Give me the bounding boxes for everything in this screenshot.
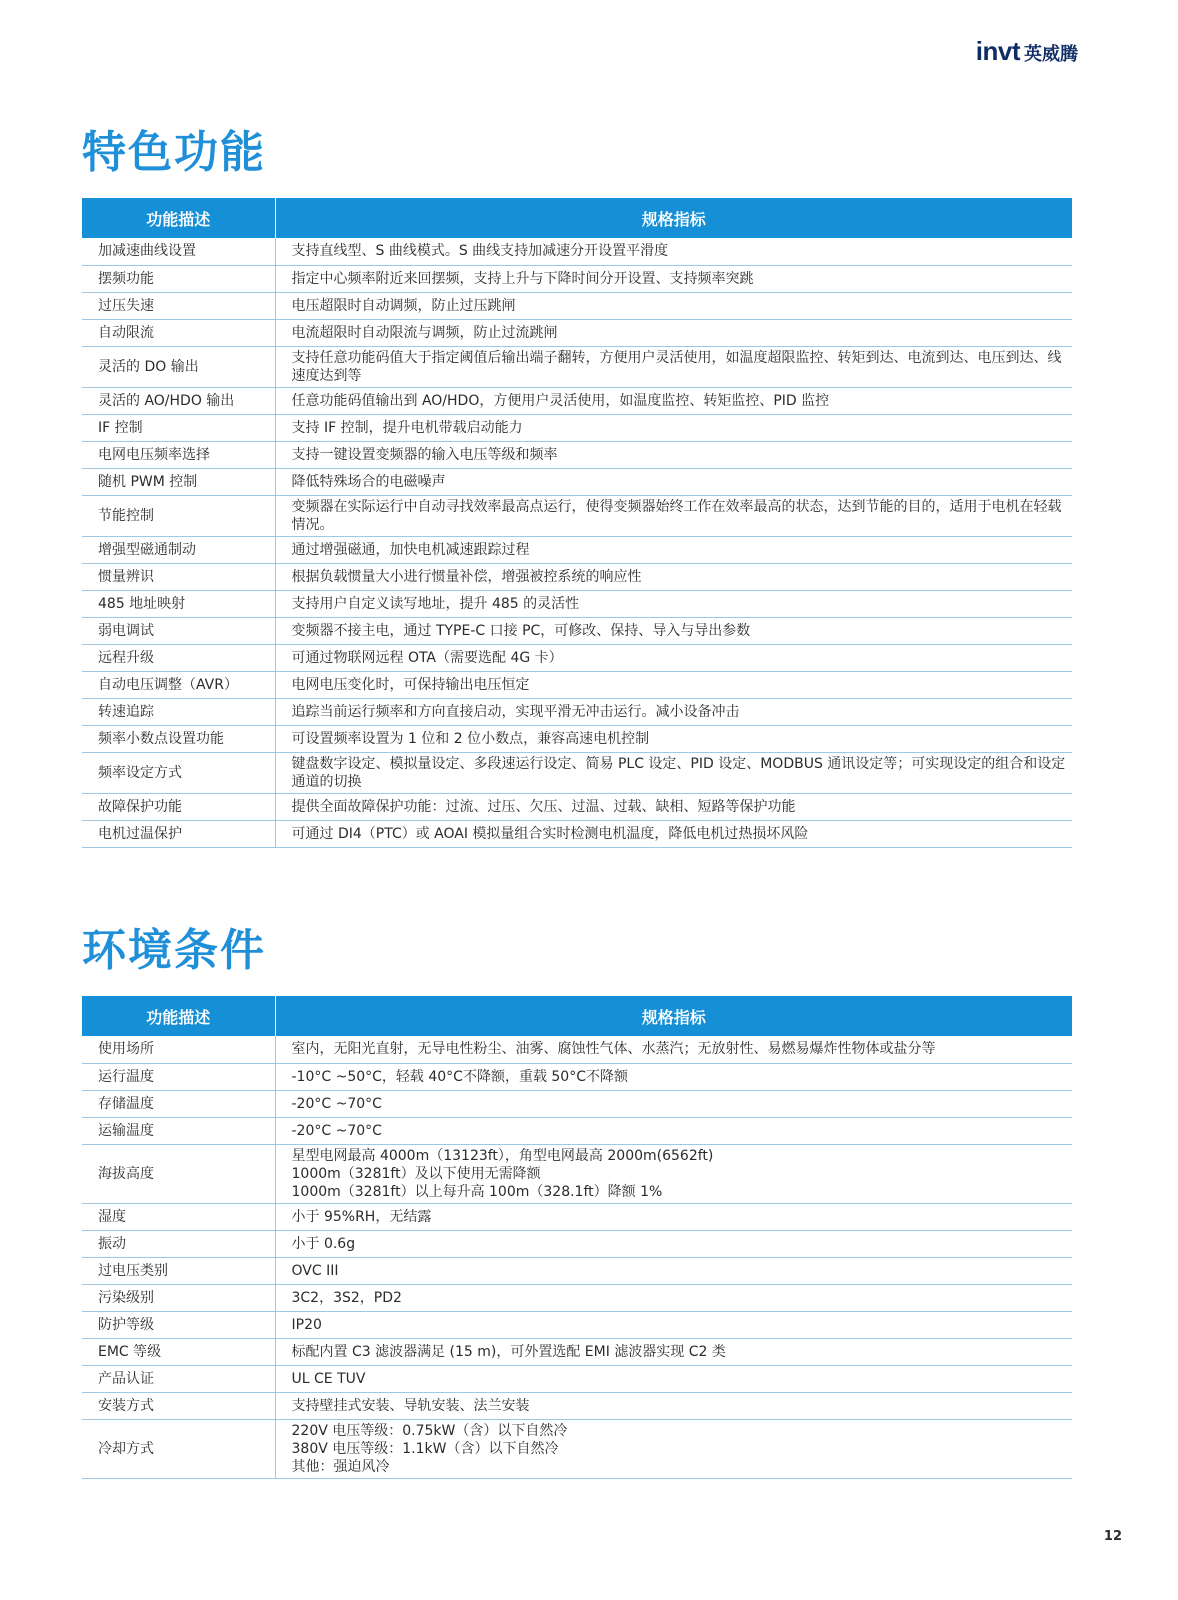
function-name-cell: 海拔高度 bbox=[82, 1144, 275, 1203]
spec-line: 其他：强迫风冷 bbox=[291, 1458, 390, 1475]
table-row bbox=[82, 265, 1072, 292]
table-row bbox=[82, 617, 1072, 644]
features-col-function: 功能描述 bbox=[82, 198, 275, 238]
table-row bbox=[82, 1284, 1072, 1311]
spec-cell bbox=[275, 1338, 1072, 1365]
brand-logo bbox=[976, 36, 1078, 67]
table-row bbox=[82, 698, 1072, 725]
function-name-cell: 远程升级 bbox=[82, 644, 275, 671]
spec-cell: 变频器在实际运行中自动寻找效率最高点运行，使得变频器始终工作在效率最高的状态，达到节能的目的，适用于电机在轻载情况。 bbox=[275, 495, 1072, 536]
spec-cell bbox=[275, 1257, 1072, 1284]
function-name-cell: 冷却方式 bbox=[82, 1419, 275, 1478]
table-row bbox=[82, 725, 1072, 752]
table-row bbox=[82, 671, 1072, 698]
logo-chinese-name: 英威腾 bbox=[1024, 44, 1078, 65]
environment-col-function: 功能描述 bbox=[82, 996, 275, 1036]
function-name-cell: 运行温度 bbox=[82, 1063, 275, 1090]
table-row bbox=[82, 292, 1072, 319]
function-name-cell: EMC 等级 bbox=[82, 1338, 275, 1365]
spec-cell bbox=[275, 1090, 1072, 1117]
spec-cell: 可通过 DI4（PTC）或 AOAI 模拟量组合实时检测电机温度，降低电机过热损坏风险 bbox=[275, 820, 1072, 847]
table-row bbox=[82, 590, 1072, 617]
spec-cell: 电压超限时自动调频，防止过压跳闸 bbox=[275, 292, 1072, 319]
function-name-cell: 频率设定方式 bbox=[82, 752, 275, 793]
table-row bbox=[82, 1036, 1072, 1063]
function-name-cell: 过压失速 bbox=[82, 292, 275, 319]
spec-line: 支持壁挂式安装、导轨安装、法兰安装 bbox=[291, 1397, 530, 1414]
table-row bbox=[82, 1392, 1072, 1419]
spec-cell: 支持用户自定义读写地址，提升 485 的灵活性 bbox=[275, 590, 1072, 617]
function-name-cell: 振动 bbox=[82, 1230, 275, 1257]
table-row bbox=[82, 1230, 1072, 1257]
function-name-cell: 存储温度 bbox=[82, 1090, 275, 1117]
spec-cell: 支持直线型、S 曲线模式。S 曲线支持加减速分开设置平滑度 bbox=[275, 238, 1072, 265]
spec-cell: 支持 IF 控制，提升电机带载启动能力 bbox=[275, 414, 1072, 441]
table-row bbox=[82, 752, 1072, 793]
function-name-cell: 485 地址映射 bbox=[82, 590, 275, 617]
function-name-cell: 节能控制 bbox=[82, 495, 275, 536]
function-name-cell: 运输温度 bbox=[82, 1117, 275, 1144]
table-row bbox=[82, 1419, 1072, 1478]
spec-cell: 提供全面故障保护功能：过流、过压、欠压、过温、过载、缺相、短路等保护功能 bbox=[275, 793, 1072, 820]
function-name-cell: 故障保护功能 bbox=[82, 793, 275, 820]
table-row bbox=[82, 1090, 1072, 1117]
spec-line: 220V 电压等级：0.75kW（含）以下自然冷 bbox=[291, 1422, 568, 1439]
spec-cell bbox=[275, 1419, 1072, 1478]
spec-line: OVC III bbox=[291, 1262, 339, 1279]
environment-body bbox=[82, 1036, 1072, 1478]
spec-line: -20°C ~70°C bbox=[291, 1095, 382, 1112]
function-name-cell: 随机 PWM 控制 bbox=[82, 468, 275, 495]
spec-cell bbox=[275, 1063, 1072, 1090]
features-body bbox=[82, 238, 1072, 847]
table-row bbox=[82, 1063, 1072, 1090]
function-name-cell: 电机过温保护 bbox=[82, 820, 275, 847]
spec-cell: 电流超限时自动限流与调频，防止过流跳闸 bbox=[275, 319, 1072, 346]
spec-cell: 变频器不接主电，通过 TYPE-C 口接 PC，可修改、保持、导入与导出参数 bbox=[275, 617, 1072, 644]
table-row bbox=[82, 536, 1072, 563]
table-row bbox=[82, 1338, 1072, 1365]
table-row bbox=[82, 387, 1072, 414]
spec-cell bbox=[275, 1230, 1072, 1257]
table-row bbox=[82, 644, 1072, 671]
table-row bbox=[82, 1365, 1072, 1392]
spec-cell bbox=[275, 1117, 1072, 1144]
spec-cell: 支持一键设置变频器的输入电压等级和频率 bbox=[275, 441, 1072, 468]
function-name-cell: 使用场所 bbox=[82, 1036, 275, 1063]
table-row bbox=[82, 1311, 1072, 1338]
spec-line: -20°C ~70°C bbox=[291, 1122, 382, 1139]
environment-col-spec: 规格指标 bbox=[275, 996, 1072, 1036]
spec-cell: 支持任意功能码值大于指定阈值后输出端子翻转，方便用户灵活使用，如温度超限监控、转矩到达、电流到达、电压到达、线速度达到等 bbox=[275, 346, 1072, 387]
spec-cell bbox=[275, 1365, 1072, 1392]
function-name-cell: 转速追踪 bbox=[82, 698, 275, 725]
spec-cell: 任意功能码值输出到 AO/HDO，方便用户灵活使用，如温度监控、转矩监控、PID 监控 bbox=[275, 387, 1072, 414]
spec-line: 3C2，3S2，PD2 bbox=[291, 1289, 402, 1306]
spec-line: 星型电网最高 4000m（13123ft），角型电网最高 2000m(6562ft) bbox=[291, 1147, 714, 1164]
table-row bbox=[82, 793, 1072, 820]
spec-cell: 根据负载惯量大小进行惯量补偿，增强被控系统的响应性 bbox=[275, 563, 1072, 590]
spec-cell bbox=[275, 1203, 1072, 1230]
function-name-cell: 惯量辨识 bbox=[82, 563, 275, 590]
table-row bbox=[82, 1257, 1072, 1284]
spec-cell bbox=[275, 1392, 1072, 1419]
features-title: 特色功能 bbox=[82, 127, 266, 178]
table-row bbox=[82, 1144, 1072, 1203]
function-name-cell: 弱电调试 bbox=[82, 617, 275, 644]
function-name-cell: 自动限流 bbox=[82, 319, 275, 346]
logo-mark: invt bbox=[975, 36, 1020, 66]
spec-cell: 指定中心频率附近来回摆频，支持上升与下降时间分开设置、支持频率突跳 bbox=[275, 265, 1072, 292]
function-name-cell: IF 控制 bbox=[82, 414, 275, 441]
table-row bbox=[82, 820, 1072, 847]
function-name-cell: 灵活的 AO/HDO 输出 bbox=[82, 387, 275, 414]
environment-table bbox=[82, 996, 1072, 1479]
spec-cell bbox=[275, 1144, 1072, 1203]
spec-line: 小于 0.6g bbox=[291, 1235, 356, 1252]
function-name-cell: 产品认证 bbox=[82, 1365, 275, 1392]
spec-cell: 可设置频率设置为 1 位和 2 位小数点，兼容高速电机控制 bbox=[275, 725, 1072, 752]
table-row bbox=[82, 1203, 1072, 1230]
spec-line: 1000m（3281ft）及以下使用无需降额 bbox=[291, 1165, 541, 1182]
spec-cell bbox=[275, 1311, 1072, 1338]
spec-cell: 通过增强磁通，加快电机减速跟踪过程 bbox=[275, 536, 1072, 563]
spec-line: 标配内置 C3 滤波器满足 (15 m)，可外置选配 EMI 滤波器实现 C2 类 bbox=[291, 1343, 726, 1360]
spec-cell: 追踪当前运行频率和方向直接启动，实现平滑无冲击运行。减小设备冲击 bbox=[275, 698, 1072, 725]
function-name-cell: 自动电压调整（AVR） bbox=[82, 671, 275, 698]
function-name-cell: 过电压类别 bbox=[82, 1257, 275, 1284]
table-row bbox=[82, 495, 1072, 536]
table-row bbox=[82, 346, 1072, 387]
function-name-cell: 频率小数点设置功能 bbox=[82, 725, 275, 752]
spec-cell bbox=[275, 1036, 1072, 1063]
table-row bbox=[82, 563, 1072, 590]
spec-cell: 电网电压变化时，可保持输出电压恒定 bbox=[275, 671, 1072, 698]
spec-cell: 降低特殊场合的电磁噪声 bbox=[275, 468, 1072, 495]
table-row bbox=[82, 319, 1072, 346]
function-name-cell: 湿度 bbox=[82, 1203, 275, 1230]
table-row bbox=[82, 238, 1072, 265]
spec-line: 室内，无阳光直射，无导电性粉尘、油雾、腐蚀性气体、水蒸汽；无放射性、易燃易爆炸性物体或盐分等 bbox=[291, 1041, 936, 1058]
environment-title: 环境条件 bbox=[82, 925, 266, 976]
function-name-cell: 电网电压频率选择 bbox=[82, 441, 275, 468]
spec-line: 380V 电压等级：1.1kW（含）以下自然冷 bbox=[291, 1440, 559, 1457]
table-row bbox=[82, 468, 1072, 495]
spec-line: 1000m（3281ft）以上每升高 100m（328.1ft）降额 1% bbox=[291, 1183, 663, 1200]
spec-line: IP20 bbox=[291, 1316, 322, 1333]
function-name-cell: 加减速曲线设置 bbox=[82, 238, 275, 265]
function-name-cell: 安装方式 bbox=[82, 1392, 275, 1419]
function-name-cell: 灵活的 DO 输出 bbox=[82, 346, 275, 387]
spec-line: 小于 95%RH，无结露 bbox=[291, 1208, 432, 1225]
function-name-cell: 增强型磁通制动 bbox=[82, 536, 275, 563]
function-name-cell: 污染级别 bbox=[82, 1284, 275, 1311]
features-col-spec: 规格指标 bbox=[275, 198, 1072, 238]
spec-cell bbox=[275, 1284, 1072, 1311]
features-table bbox=[82, 198, 1072, 848]
function-name-cell: 防护等级 bbox=[82, 1311, 275, 1338]
spec-cell: 键盘数字设定、模拟量设定、多段速运行设定、简易 PLC 设定、PID 设定、MODBUS 通讯设定等；可实现设定的组合和设定通道的切换 bbox=[275, 752, 1072, 793]
spec-line: UL CE TUV bbox=[291, 1370, 366, 1387]
table-row bbox=[82, 441, 1072, 468]
spec-cell: 可通过物联网远程 OTA（需要选配 4G 卡） bbox=[275, 644, 1072, 671]
spec-line: -10°C ~50°C，轻载 40°C不降额，重载 50°C不降额 bbox=[291, 1068, 628, 1085]
table-row bbox=[82, 414, 1072, 441]
table-row bbox=[82, 1117, 1072, 1144]
page-number: 12 bbox=[1103, 1529, 1122, 1544]
function-name-cell: 摆频功能 bbox=[82, 265, 275, 292]
